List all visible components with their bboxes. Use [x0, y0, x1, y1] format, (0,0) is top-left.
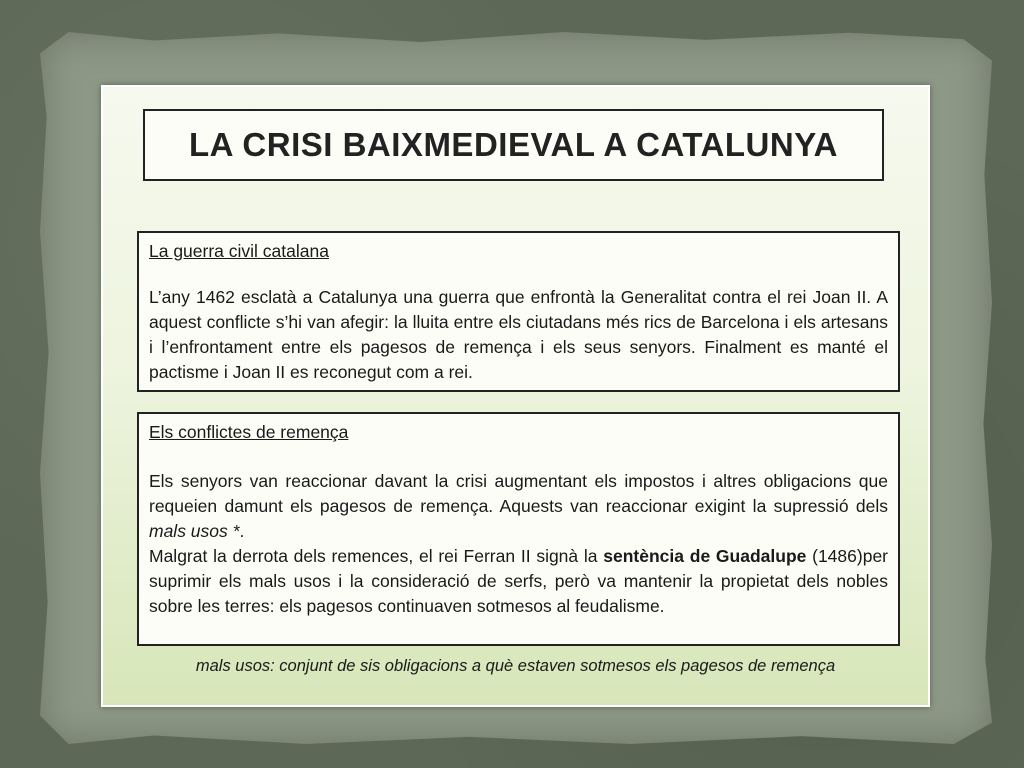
footnote: mals usos: conjunt de sis obligacions a què estaven sotmesos els pagesos de remença — [195, 657, 836, 675]
remenca-para1-text: Els senyors van reaccionar davant la crisi augmentant els impostos i altres obligacions que requeien damunt els pagesos de remença. Aquests van reaccionar exigint la supressió dels — [149, 471, 888, 516]
page-title: LA CRISI BAIXMEDIEVAL A CATALUNYA — [188, 126, 839, 163]
remenca-para2-end: (1486)per suprimir els mals usos i la consideració de serfs, però va mantenir la propietat dels nobles sobre les terres: els pagesos continuaven sotmesos al feudalisme. — [149, 546, 889, 616]
section-civil-war-heading: La guerra civil catalana — [149, 241, 329, 261]
remenca-para2-text: Malgrat la derrota dels remences, el rei Ferran II signà la — [149, 546, 604, 566]
section-remenca-body — [149, 469, 888, 619]
section-remenca-heading: Els conflictes de remença — [149, 422, 349, 442]
section-remenca — [137, 412, 900, 646]
remenca-mals-usos: mals usos * — [149, 521, 240, 541]
title-box — [143, 109, 884, 181]
section-civil-war-body: L’any 1462 esclatà a Catalunya una guerra que enfrontà la Generalitat contra el rei Joan II. A aquest conflicte s’hi van afegir: la lluita entre els ciutadans més rics de Barcelona i els artesans i l’enfrontament entre els pagesos de remença i els seus senyors. Finalment es manté el pactisme i Joan II es reconegut com a rei. — [149, 287, 888, 382]
remenca-sentencia: sentència de Guadalupe — [603, 546, 807, 566]
remenca-para1-end: . — [239, 521, 245, 541]
section-civil-war — [137, 231, 900, 392]
